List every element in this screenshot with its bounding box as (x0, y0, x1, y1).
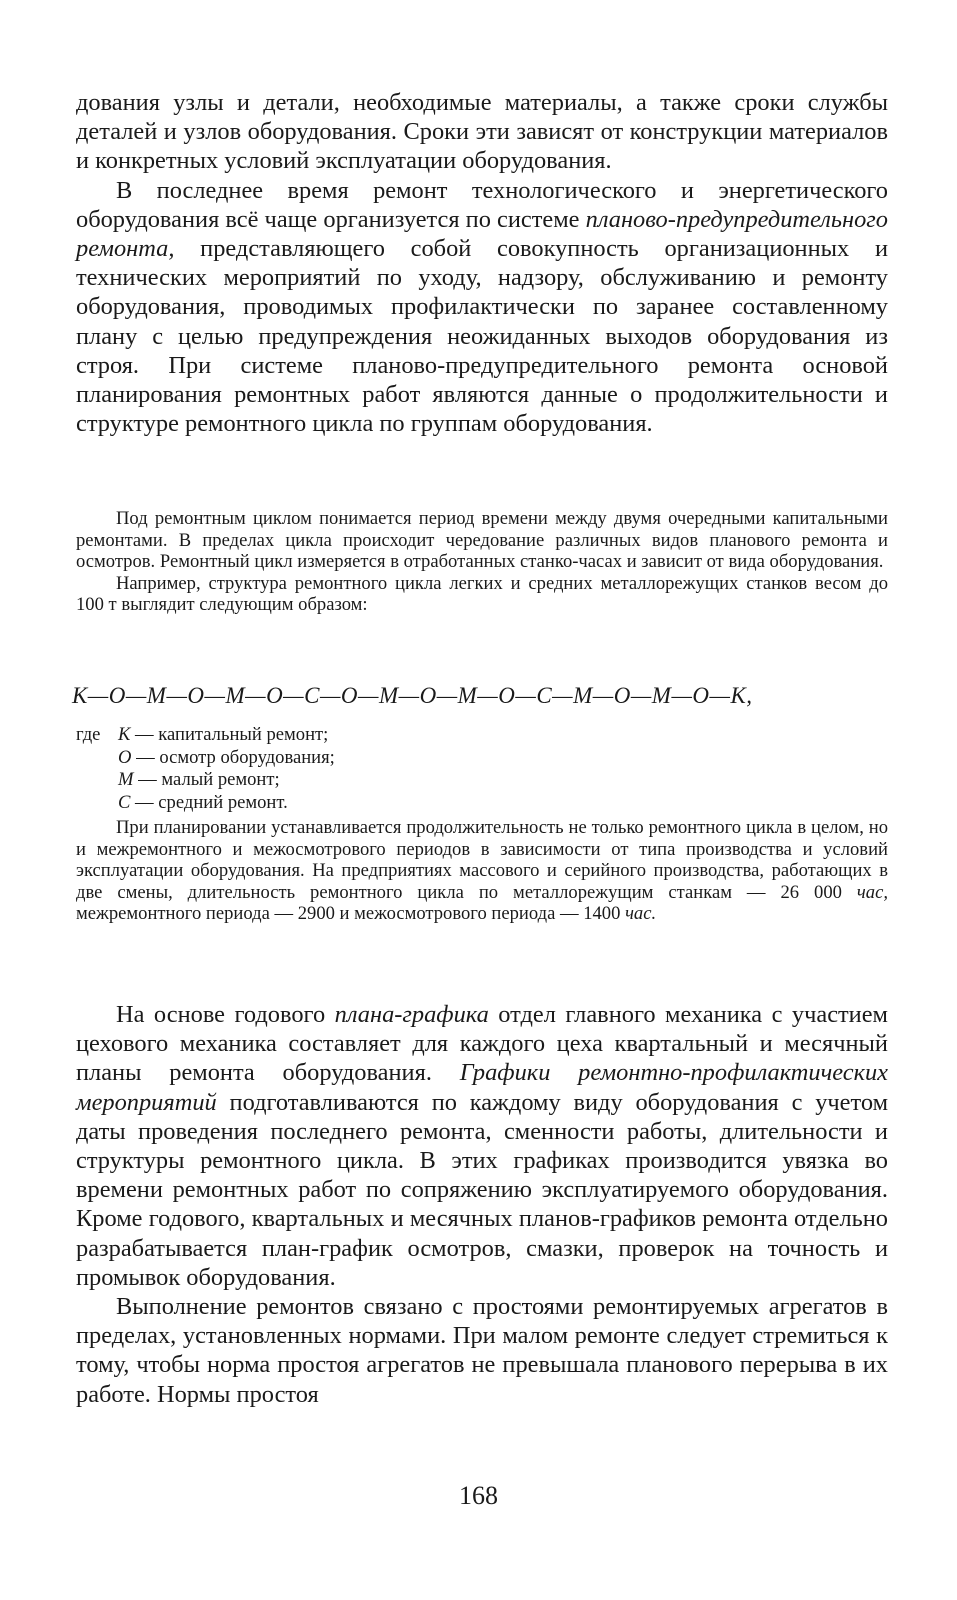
small-paragraph-planning (76, 817, 888, 925)
paragraph-ppr-start: В последнее время ремонт технологического и энергетического оборудования всё чаще организуется по системе (76, 176, 888, 233)
schedule-text-b: отдел главного механика с участием цехового механика составляет для каждого цеха квартальный и месячный планы ремонта оборудования. (76, 1001, 888, 1087)
unit-hours: час. (625, 903, 657, 925)
main-text-bottom (76, 1000, 888, 1409)
paragraph-ppr (76, 176, 888, 439)
formula-legend (76, 724, 335, 814)
legend-text: — осмотр оборудования; (131, 746, 335, 768)
legend-symbol: К (118, 724, 131, 745)
legend-text: — капитальный ремонт; (130, 724, 329, 745)
page-number: 168 (459, 1481, 498, 1510)
small-print-block (76, 508, 888, 616)
legend-row (76, 792, 335, 815)
paragraph-ppr-end: представляющего собой совокупность организационных и технических мероприятий по уходу, надзору, обслуживанию и ремонту оборудования, проводимых профилактически по заранее составленному плану с целью предупреждения неожиданных выходов оборудования из строя. При системе планово-предупредительного ремонта основой планирования ремонтных работ являются данные о продолжительности и структуре ремонтного цикла по группам оборудования. (76, 235, 888, 438)
legend-row (76, 747, 335, 770)
planning-text-start: При планировании устанавливается продолжительность не только ремонтного цикла в целом, но и межремонтного и межосмотрового периодов в зависимости от типа производства и условий эксплуатации оборудования. На предприятиях массового и серийного производства, работающих в две смены, длительность ремонтного цикла по металлорежущим станкам — 26 000 (76, 817, 888, 903)
legend-row (76, 724, 335, 747)
planning-text-mid: межремонтного периода — 2900 и межосмотрового периода — 1400 (76, 903, 626, 925)
legend-text: — средний ремонт. (130, 791, 288, 813)
schedule-text-c: подготавливаются по каждому виду оборудования с учетом даты проведения последнего ремонта, сменности работы, длительности и структуры ремонтного цикла. В этих графиках производится увязка во времени ремонтных работ по сопряжению эксплуатируемого оборудования. Кроме годового, квартальных и месячных планов-графиков ремонта отдельно разрабатывается план-график осмотров, смазки, проверок на точность и промывок оборудования. (76, 1088, 888, 1291)
repair-cycle-formula: К—О—М—О—М—О—С—О—М—О—М—О—С—М—О—М—О—К, (72, 683, 753, 708)
term-ppr: планово-предупредительного ремонта, (76, 205, 888, 263)
legend-row (76, 769, 335, 792)
paragraph-downtime: Выполнение ремонтов связано с простоями ремонтируемых агрегатов в пределах, установленных нормами. При малом ремонте следует стремиться к тому, чтобы норма простоя агрегатов не превышала планового перерыва в их работе. Нормы простоя (76, 1293, 888, 1408)
legend-symbol: О (118, 746, 132, 768)
term-maintenance-schedules: Графики ремонтно-профилактических мероприятий (76, 1059, 889, 1116)
legend-text: — малый ремонт; (133, 769, 280, 791)
legend-lead: где (76, 724, 101, 745)
small-print-planning (76, 817, 888, 925)
legend-symbol: М (118, 769, 134, 791)
legend-symbol: С (118, 791, 131, 813)
paragraph-continued: дования узлы и детали, необходимые материалы, а также сроки службы деталей и узлов оборудования. Сроки эти зависят от конструкции материалов и конкретных условий эксплуатации оборудования. (76, 89, 888, 175)
schedule-text-a: На основе годового (116, 1001, 335, 1028)
main-text-top (76, 88, 888, 438)
term-plan-schedule: плана-графика (334, 1001, 489, 1028)
small-paragraph-example: Например, структура ремонтного цикла легких и средних металлорежущих станков весом до 100 т выглядит следующим образом: (76, 572, 888, 616)
paragraph-schedule (76, 1000, 888, 1292)
unit-hours: час, (856, 881, 888, 903)
small-paragraph-cycle: Под ремонтным циклом понимается период времени между двумя очередными капитальными ремонтами. В пределах цикла происходит чередование различных видов планового ремонта и осмотров. Ремонтный цикл измеряется в отработанных станко-часах и зависит от вида оборудования. (76, 508, 888, 573)
